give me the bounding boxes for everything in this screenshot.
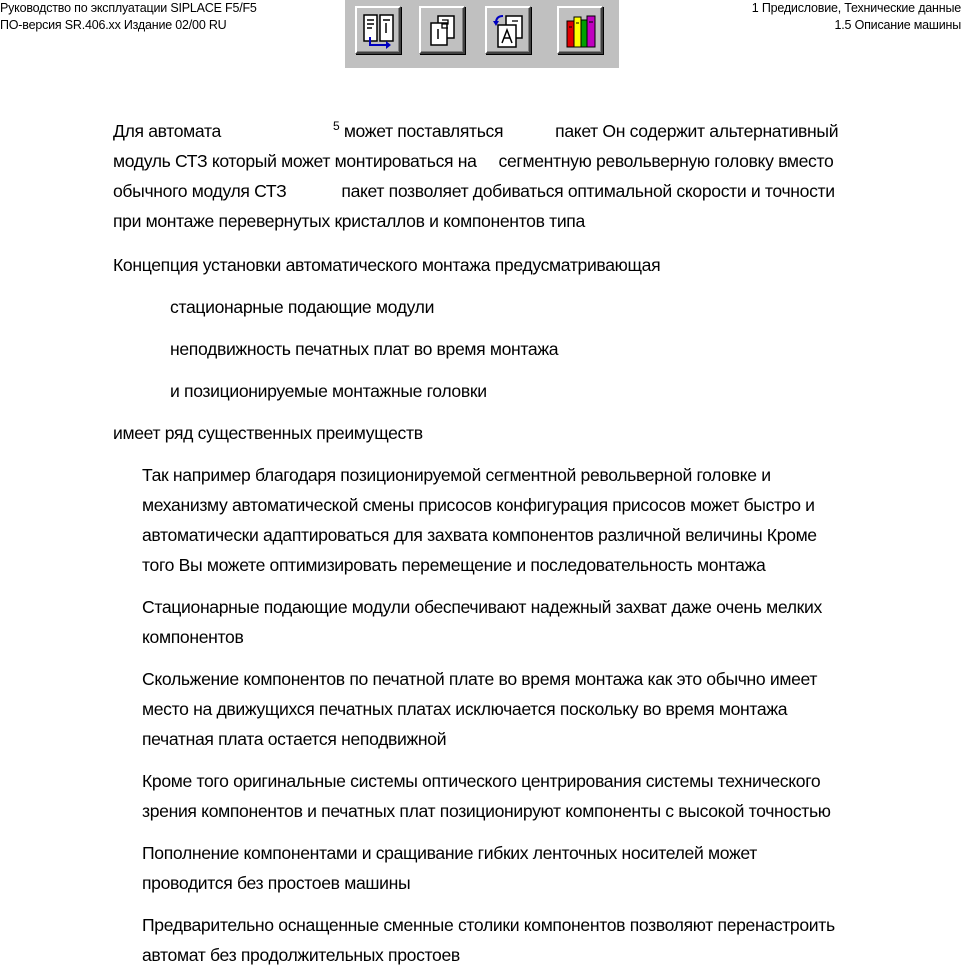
intro-line-1: Для автомата $^5$ может поставляться пакет Он содержит альтернативный [113, 119, 839, 141]
page-button[interactable] [419, 6, 465, 54]
advantage-line: печатная плата остается неподвижной [142, 729, 447, 749]
concept-item: стационарные подающие модули [170, 297, 435, 317]
toc-button[interactable] [355, 6, 401, 54]
software-version: ПО-версия SR.406.xx Издание 02/00 RU [0, 18, 227, 32]
concept-line: Концепция установки автоматического монтажа предусматривающая [113, 255, 661, 275]
library-button[interactable] [557, 6, 603, 54]
chapter-title: 1 Предисловие, Технические данные [751, 1, 961, 15]
intro-line-2: модуль СТЗ который может монтироваться на сегментную револьверную головку вместо [113, 151, 834, 171]
advantage-line: Пополнение компонентами и сращивание гибких ленточных носителей может [142, 843, 757, 863]
advantage-line: механизму автоматической смены присосов конфигурация присосов может быстро и [142, 495, 815, 515]
concept-item: неподвижность печатных плат во время монтажа [170, 339, 559, 359]
advantage-line: автоматически адаптироваться для захвата компонентов различной величины Кроме [142, 525, 817, 545]
index-search-icon [492, 13, 526, 49]
header-left [0, 0, 257, 34]
advantage-line: Предварительно оснащенные сменные столики компонентов позволяют перенастроить [142, 915, 835, 935]
advantage-line: Так например благодаря позиционируемой сегментной револьверной головке и [142, 465, 771, 485]
intro-line-4: при монтаже перевернутых кристаллов и компонентов типа [113, 211, 585, 231]
intro-line-3: обычного модуля СТЗ пакет позволяет добиваться оптимальной скорости и точности [113, 181, 835, 201]
library-books-icon [564, 13, 598, 49]
advantage-line: того Вы можете оптимизировать перемещение и последовательность монтажа [142, 555, 766, 575]
index-button[interactable] [485, 6, 531, 54]
advantage-line: Кроме того оригинальные системы оптического центрирования системы технического [142, 771, 821, 791]
advantage-line: зрения компонентов и печатных плат позиционируют компоненты с высокой точностью [142, 801, 831, 821]
header-right [752, 0, 961, 34]
section-title: 1.5 Описание машины [834, 18, 961, 32]
page-copy-icon [426, 13, 460, 49]
advantage-line: Скольжение компонентов по печатной плате во время монтажа как это обычно имеет [142, 669, 818, 689]
advantage-line: проводится без простоев машины [142, 873, 411, 893]
advantage-line: Стационарные подающие модули обеспечивают надежный захват даже очень мелких [142, 597, 822, 617]
concept-item: и позиционируемые монтажные головки [170, 381, 487, 401]
toc-navigate-icon [362, 13, 396, 49]
advantages-lead: имеет ряд существенных преимуществ [113, 423, 423, 443]
advantage-line: место на движущихся печатных платах исключается поскольку во время монтажа [142, 699, 788, 719]
manual-title: Руководство по эксплуатации SIPLACE F5/F5 [0, 1, 257, 15]
advantage-line: компонентов [142, 627, 244, 647]
navigation-toolbar [345, 0, 619, 68]
advantage-line: автомат без продолжительных простоев [142, 945, 460, 965]
